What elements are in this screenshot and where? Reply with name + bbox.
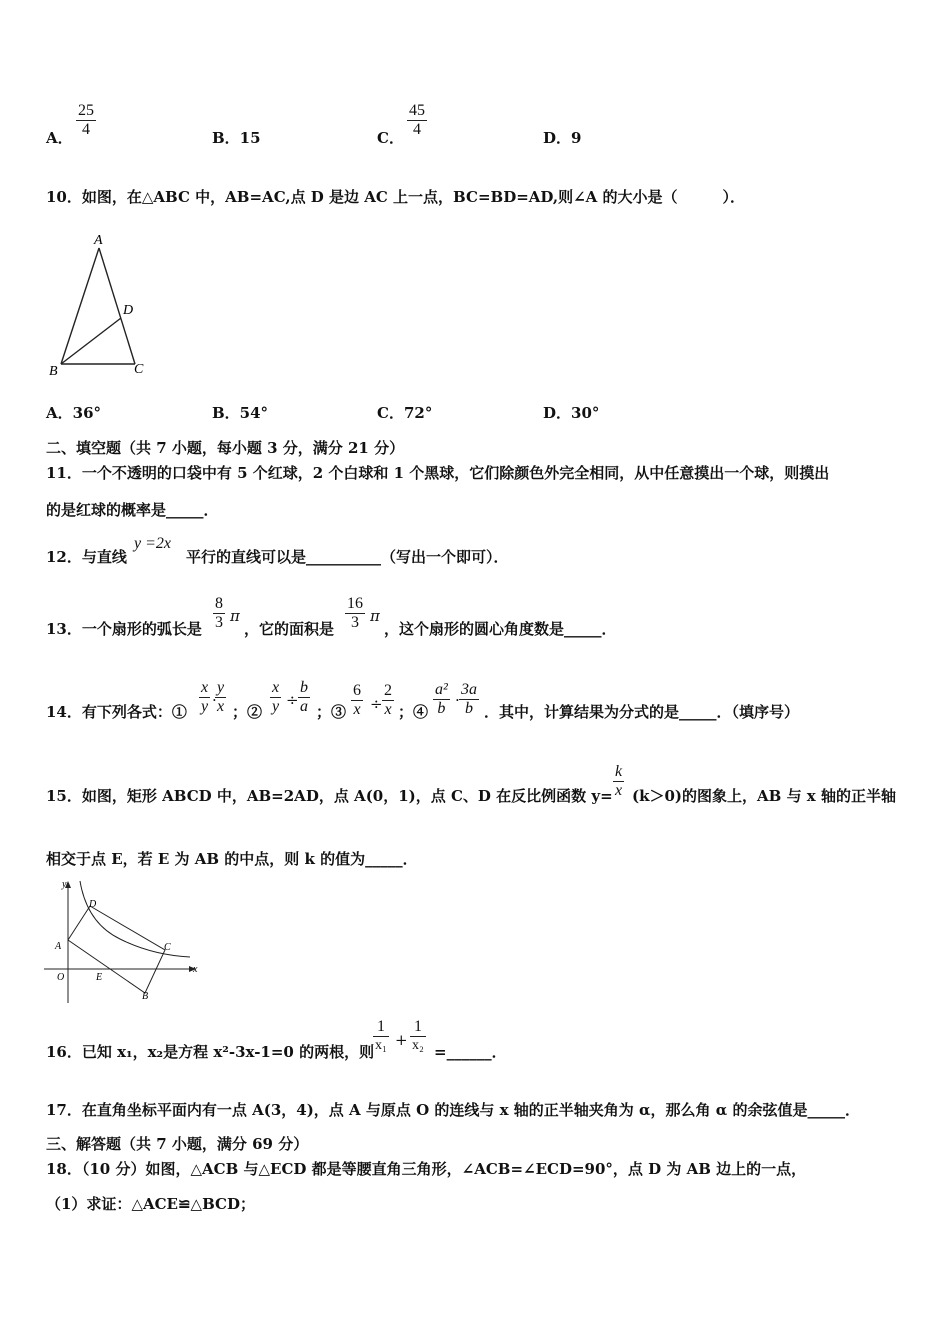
q12-prefix: 12．与直线 bbox=[46, 548, 127, 566]
q10-triangle-figure bbox=[44, 230, 154, 380]
q14-separator-3: ；③ bbox=[316, 703, 347, 721]
q14-expr1-frac1 bbox=[199, 679, 210, 716]
q13-suffix: ，这个扇形的圆心角度数是_____． bbox=[384, 620, 617, 638]
fraction-numerator: x bbox=[272, 679, 280, 696]
fraction-denominator: a bbox=[300, 698, 308, 715]
segment-bd bbox=[61, 318, 121, 364]
q14-separator-2: ；② bbox=[232, 703, 263, 721]
fraction-denominator: y bbox=[272, 698, 280, 715]
rectangle-abcd bbox=[68, 906, 165, 993]
label-d: D bbox=[123, 303, 134, 318]
q10-option-d: D．30° bbox=[543, 404, 600, 422]
q12-formula: y =2x bbox=[134, 535, 171, 552]
fraction-denominator: x₂ bbox=[412, 1038, 424, 1053]
fraction-denominator: 3 bbox=[215, 614, 223, 631]
q13-prefix: 13．一个扇形的弧长是 bbox=[46, 620, 202, 638]
fraction-denominator: 4 bbox=[82, 121, 90, 138]
fraction-denominator: 3 bbox=[351, 614, 359, 631]
label-b: B bbox=[49, 364, 58, 379]
q9-option-b: B．15 bbox=[212, 129, 261, 147]
q13-arc-fraction bbox=[213, 595, 225, 632]
q14-separator-4: ；④ bbox=[398, 703, 429, 721]
label-a: A bbox=[55, 941, 62, 952]
q16-plus: + bbox=[395, 1031, 408, 1049]
fraction-denominator: x bbox=[353, 701, 361, 718]
section-3-heading: 三、解答题（共 7 小题，满分 69 分） bbox=[46, 1135, 309, 1153]
fraction-numerator: y bbox=[217, 679, 225, 696]
q17-text: 17．在直角坐标平面内有一点 A(3，4)，点 A 与原点 O 的连线与 x 轴的正半轴夹角为 α，那么角 α 的余弦值是_____． bbox=[46, 1101, 861, 1119]
fraction-denominator: b bbox=[465, 700, 473, 717]
q9-option-a-label: A． bbox=[46, 129, 73, 147]
fraction-numerator: 6 bbox=[353, 682, 361, 699]
q16-prefix: 16．已知 x₁，x₂是方程 x²-3x-1=0 的两根，则 bbox=[46, 1043, 375, 1061]
label-x: x bbox=[193, 964, 198, 975]
hyperbola-curve bbox=[80, 881, 190, 957]
q14-expr3-frac1 bbox=[351, 682, 363, 719]
q14-expr3-operator: ÷ bbox=[370, 695, 383, 713]
q16-suffix: =______． bbox=[434, 1043, 507, 1061]
q14-suffix: ．其中，计算结果为分式的是_____．（填序号） bbox=[484, 703, 800, 721]
label-c: C bbox=[164, 942, 171, 953]
label-a: A bbox=[94, 233, 103, 248]
q9-option-c-label: C． bbox=[377, 129, 404, 147]
label-d: D bbox=[89, 899, 97, 910]
label-b: B bbox=[142, 991, 149, 1002]
fraction-numerator: 2 bbox=[384, 682, 392, 699]
q15-k-over-x-fraction bbox=[613, 763, 624, 800]
fraction-numerator: a² bbox=[435, 681, 448, 698]
fraction-denominator: b bbox=[437, 700, 446, 717]
fraction-denominator: y bbox=[201, 698, 209, 715]
q10-option-a: A．36° bbox=[46, 404, 102, 422]
q13-pi-1: π bbox=[230, 607, 240, 625]
q10-option-b: B．54° bbox=[212, 404, 269, 422]
label-y: y bbox=[62, 879, 67, 890]
q11-line-2: 的是红球的概率是_____． bbox=[46, 501, 219, 519]
fraction-denominator: x bbox=[615, 782, 623, 799]
segment-ab bbox=[61, 248, 99, 364]
q15-suffix: (k＞0)的图象上，AB 与 x 轴的正半轴 bbox=[632, 787, 896, 805]
fraction-numerator: 45 bbox=[409, 102, 425, 119]
q16-fraction-1 bbox=[373, 1018, 389, 1055]
fraction-numerator: 8 bbox=[215, 595, 223, 612]
q15-prefix: 15．如图，矩形 ABCD 中，AB=2AD，点 A(0，1)，点 C、D 在反比例函数 y= bbox=[46, 787, 613, 805]
fraction-numerator: 3a bbox=[461, 681, 477, 698]
label-c: C bbox=[134, 362, 144, 377]
fraction-numerator: k bbox=[615, 763, 623, 780]
q13-area-fraction bbox=[345, 595, 365, 632]
label-o: O bbox=[57, 972, 65, 983]
q14-expr4-operator: · bbox=[455, 691, 460, 709]
q14-expr1-operator: · bbox=[212, 691, 217, 709]
q14-prefix: 14．有下列各式：① bbox=[46, 703, 187, 721]
fraction-denominator: x₁ bbox=[375, 1038, 387, 1053]
q18-line-2: （1）求证：△ACE≌△BCD； bbox=[46, 1195, 255, 1213]
q12-suffix: 平行的直线可以是__________（写出一个即可）． bbox=[186, 548, 509, 566]
q9-option-c-fraction bbox=[407, 102, 427, 139]
section-2-heading: 二、填空题（共 7 小题，每小题 3 分，满分 21 分） bbox=[46, 439, 405, 457]
q14-expr4-frac1 bbox=[433, 681, 450, 718]
q14-expr2-frac1 bbox=[270, 679, 281, 716]
fraction-numerator: 16 bbox=[347, 595, 363, 612]
fraction-numerator: 25 bbox=[78, 102, 94, 119]
q14-expr4-frac2 bbox=[459, 681, 479, 718]
fraction-numerator: b bbox=[300, 679, 308, 696]
q16-fraction-2 bbox=[410, 1018, 426, 1055]
q9-option-a-fraction bbox=[76, 102, 96, 139]
fraction-numerator: x bbox=[201, 679, 209, 696]
q18-line-1: 18．（10 分）如图，△ACB 与△ECD 都是等腰直角三角形，∠ACB=∠ECD=90°，点 D 为 AB 边上的一点， bbox=[46, 1160, 807, 1178]
q14-expr2-operator: ÷ bbox=[286, 691, 299, 709]
fraction-denominator: 4 bbox=[413, 121, 421, 138]
label-e: E bbox=[96, 972, 103, 983]
fraction-denominator: x bbox=[217, 698, 225, 715]
q13-pi-2: π bbox=[370, 607, 380, 625]
q11-line-1: 11．一个不透明的口袋中有 5 个红球，2 个白球和 1 个黑球，它们除颜色外完全相同，从中任意摸出一个球，则摸出 bbox=[46, 464, 830, 482]
fraction-numerator: 1 bbox=[373, 1018, 389, 1037]
q14-expr3-frac2 bbox=[382, 682, 394, 719]
fraction-numerator: 1 bbox=[410, 1018, 426, 1037]
q15-coordinate-figure bbox=[40, 873, 205, 1008]
q14-expr1-frac2 bbox=[215, 679, 226, 716]
q9-option-d: D．9 bbox=[543, 129, 582, 147]
q15-line-2: 相交于点 E，若 E 为 AB 的中点，则 k 的值为_____． bbox=[46, 850, 418, 868]
q10-text: 10．如图，在△ABC 中，AB=AC,点 D 是边 AC 上一点，BC=BD=AD,则∠A 的大小是（ ）． bbox=[46, 188, 746, 206]
fraction-denominator: x bbox=[384, 701, 392, 718]
q13-middle: ，它的面积是 bbox=[244, 620, 335, 638]
q14-expr2-frac2 bbox=[298, 679, 310, 716]
q10-option-c: C．72° bbox=[377, 404, 433, 422]
